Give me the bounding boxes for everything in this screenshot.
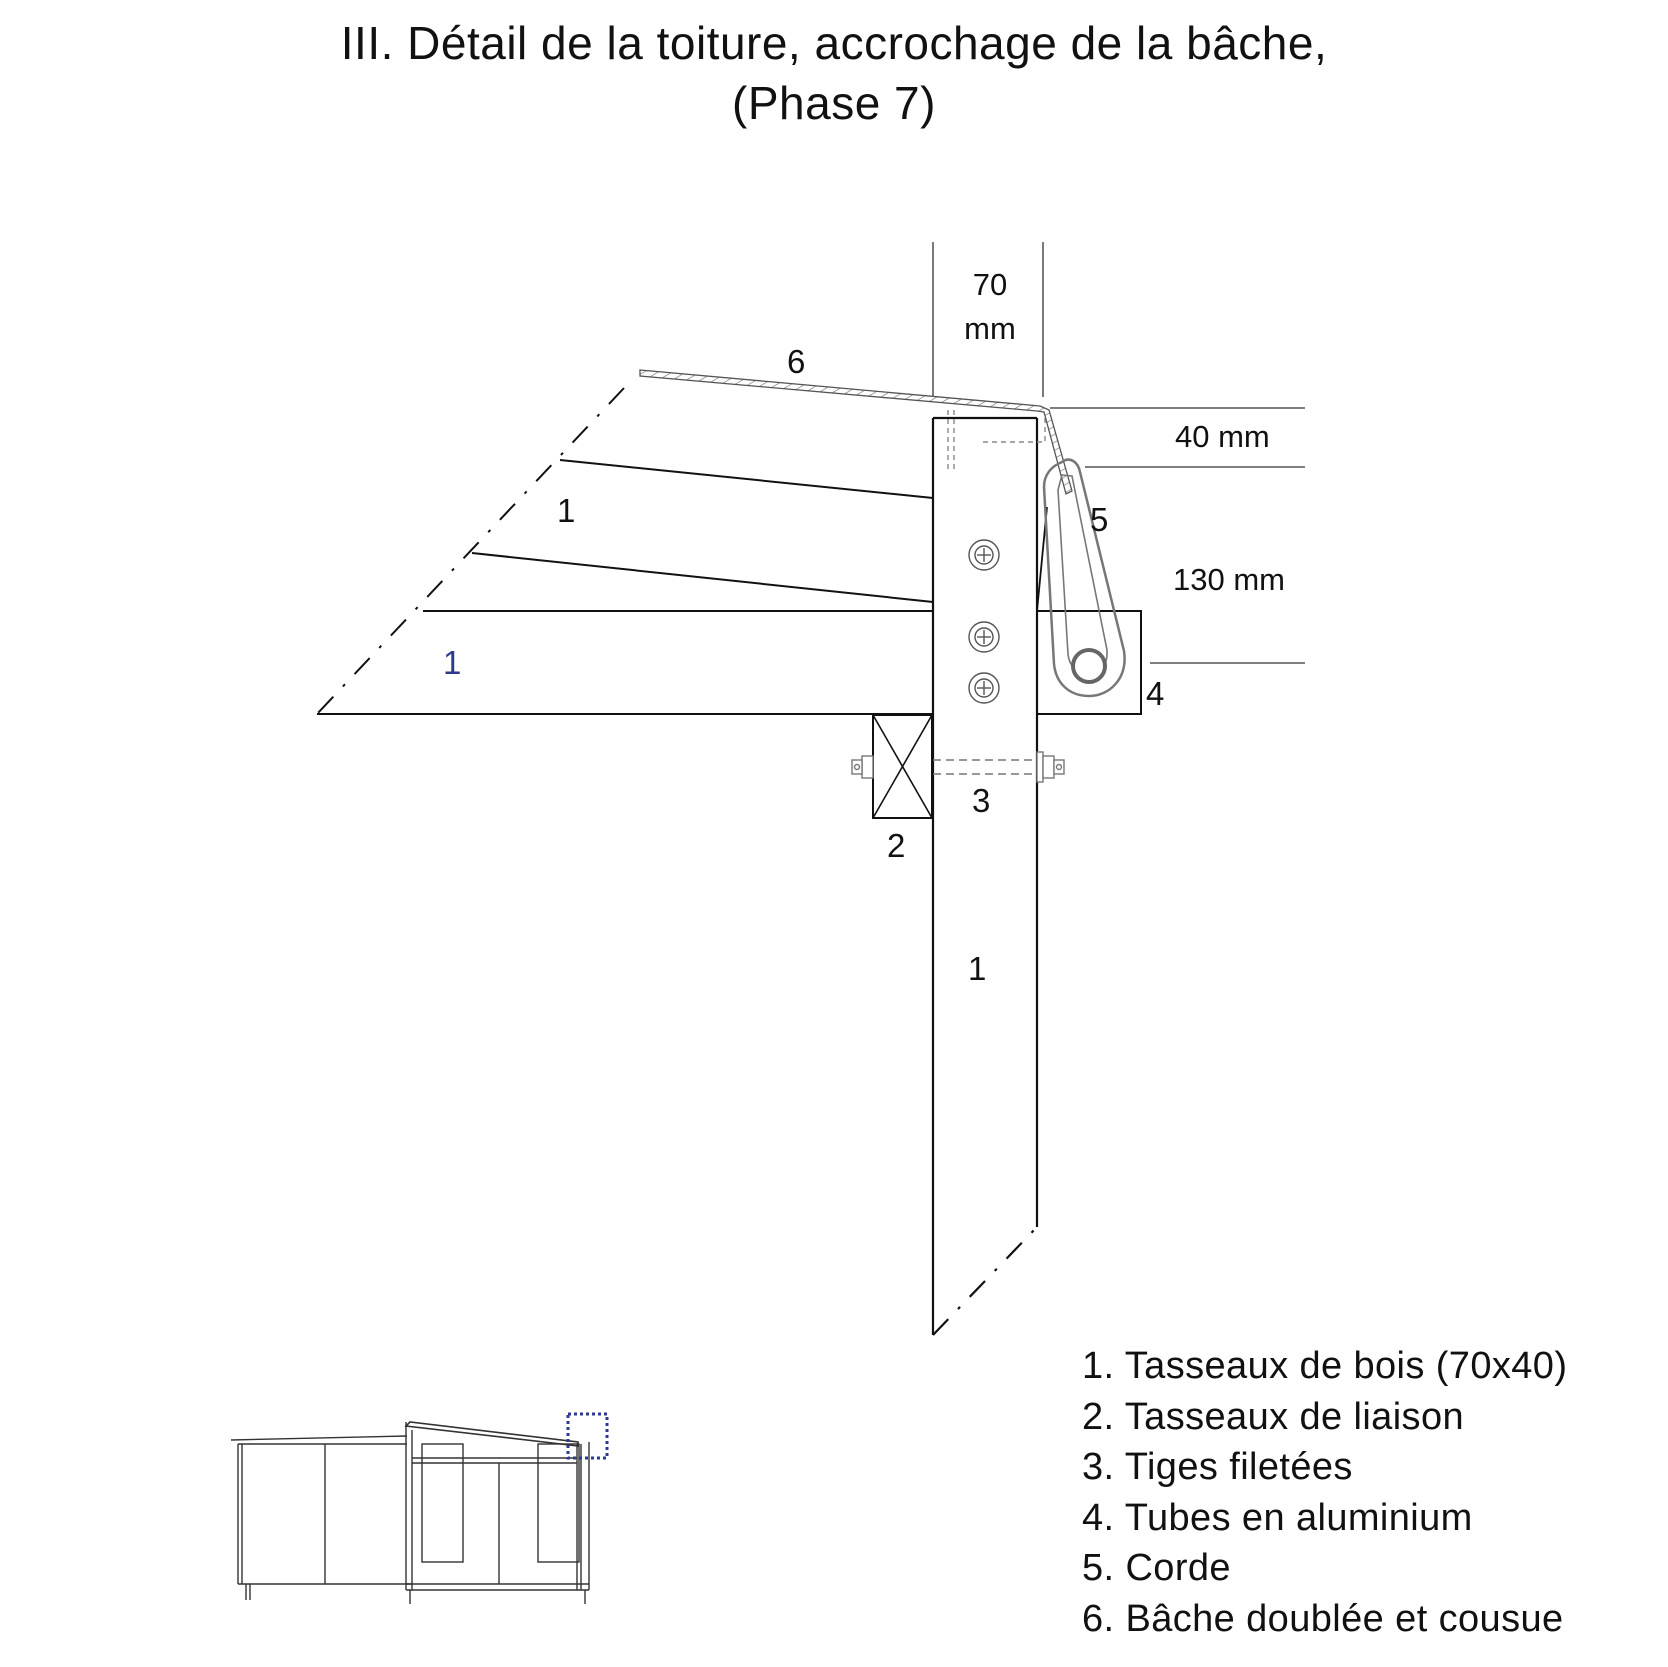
screws [969, 540, 999, 703]
legend-item: 5. Corde [1082, 1547, 1231, 1589]
legend-item: 6. Bâche doublée et cousue [1082, 1597, 1564, 1640]
callout-post: 1 [968, 950, 987, 987]
callout-rod: 3 [972, 782, 991, 819]
connector-batten [873, 715, 932, 818]
callout-rope: 5 [1090, 501, 1109, 538]
dim-70-value: 70 [972, 267, 1008, 302]
legend-item: 2. Tasseaux de liaison [1082, 1395, 1465, 1438]
callout-tube: 4 [1146, 675, 1165, 712]
key-plan-elevation [231, 1422, 589, 1604]
diagram-title-line2: (Phase 7) [732, 77, 936, 129]
legend [1082, 1341, 1567, 1644]
dim-130: 130 mm [1173, 562, 1285, 597]
detail-marker [568, 1414, 607, 1458]
callout-connector: 2 [887, 827, 906, 864]
callout-rafter-blue: 1 [443, 644, 462, 681]
staples [948, 410, 1045, 473]
diagram-title-line1: III. Détail de la toiture, accrochage de la bâche, [340, 17, 1328, 69]
legend-item: 1. Tasseaux de bois (70x40) [1082, 1345, 1568, 1387]
dim-40: 40 mm [1175, 419, 1270, 454]
dim-70-unit: mm [964, 311, 1016, 346]
callout-rafter: 1 [557, 492, 576, 529]
aluminium-tube [1073, 650, 1105, 682]
rafters [317, 388, 933, 714]
legend-item: 3. Tiges filetées [1082, 1446, 1353, 1488]
legend-item: 4. Tubes en aluminium [1082, 1496, 1473, 1539]
callout-tarp: 6 [787, 343, 806, 380]
threaded-rod [852, 752, 1064, 782]
